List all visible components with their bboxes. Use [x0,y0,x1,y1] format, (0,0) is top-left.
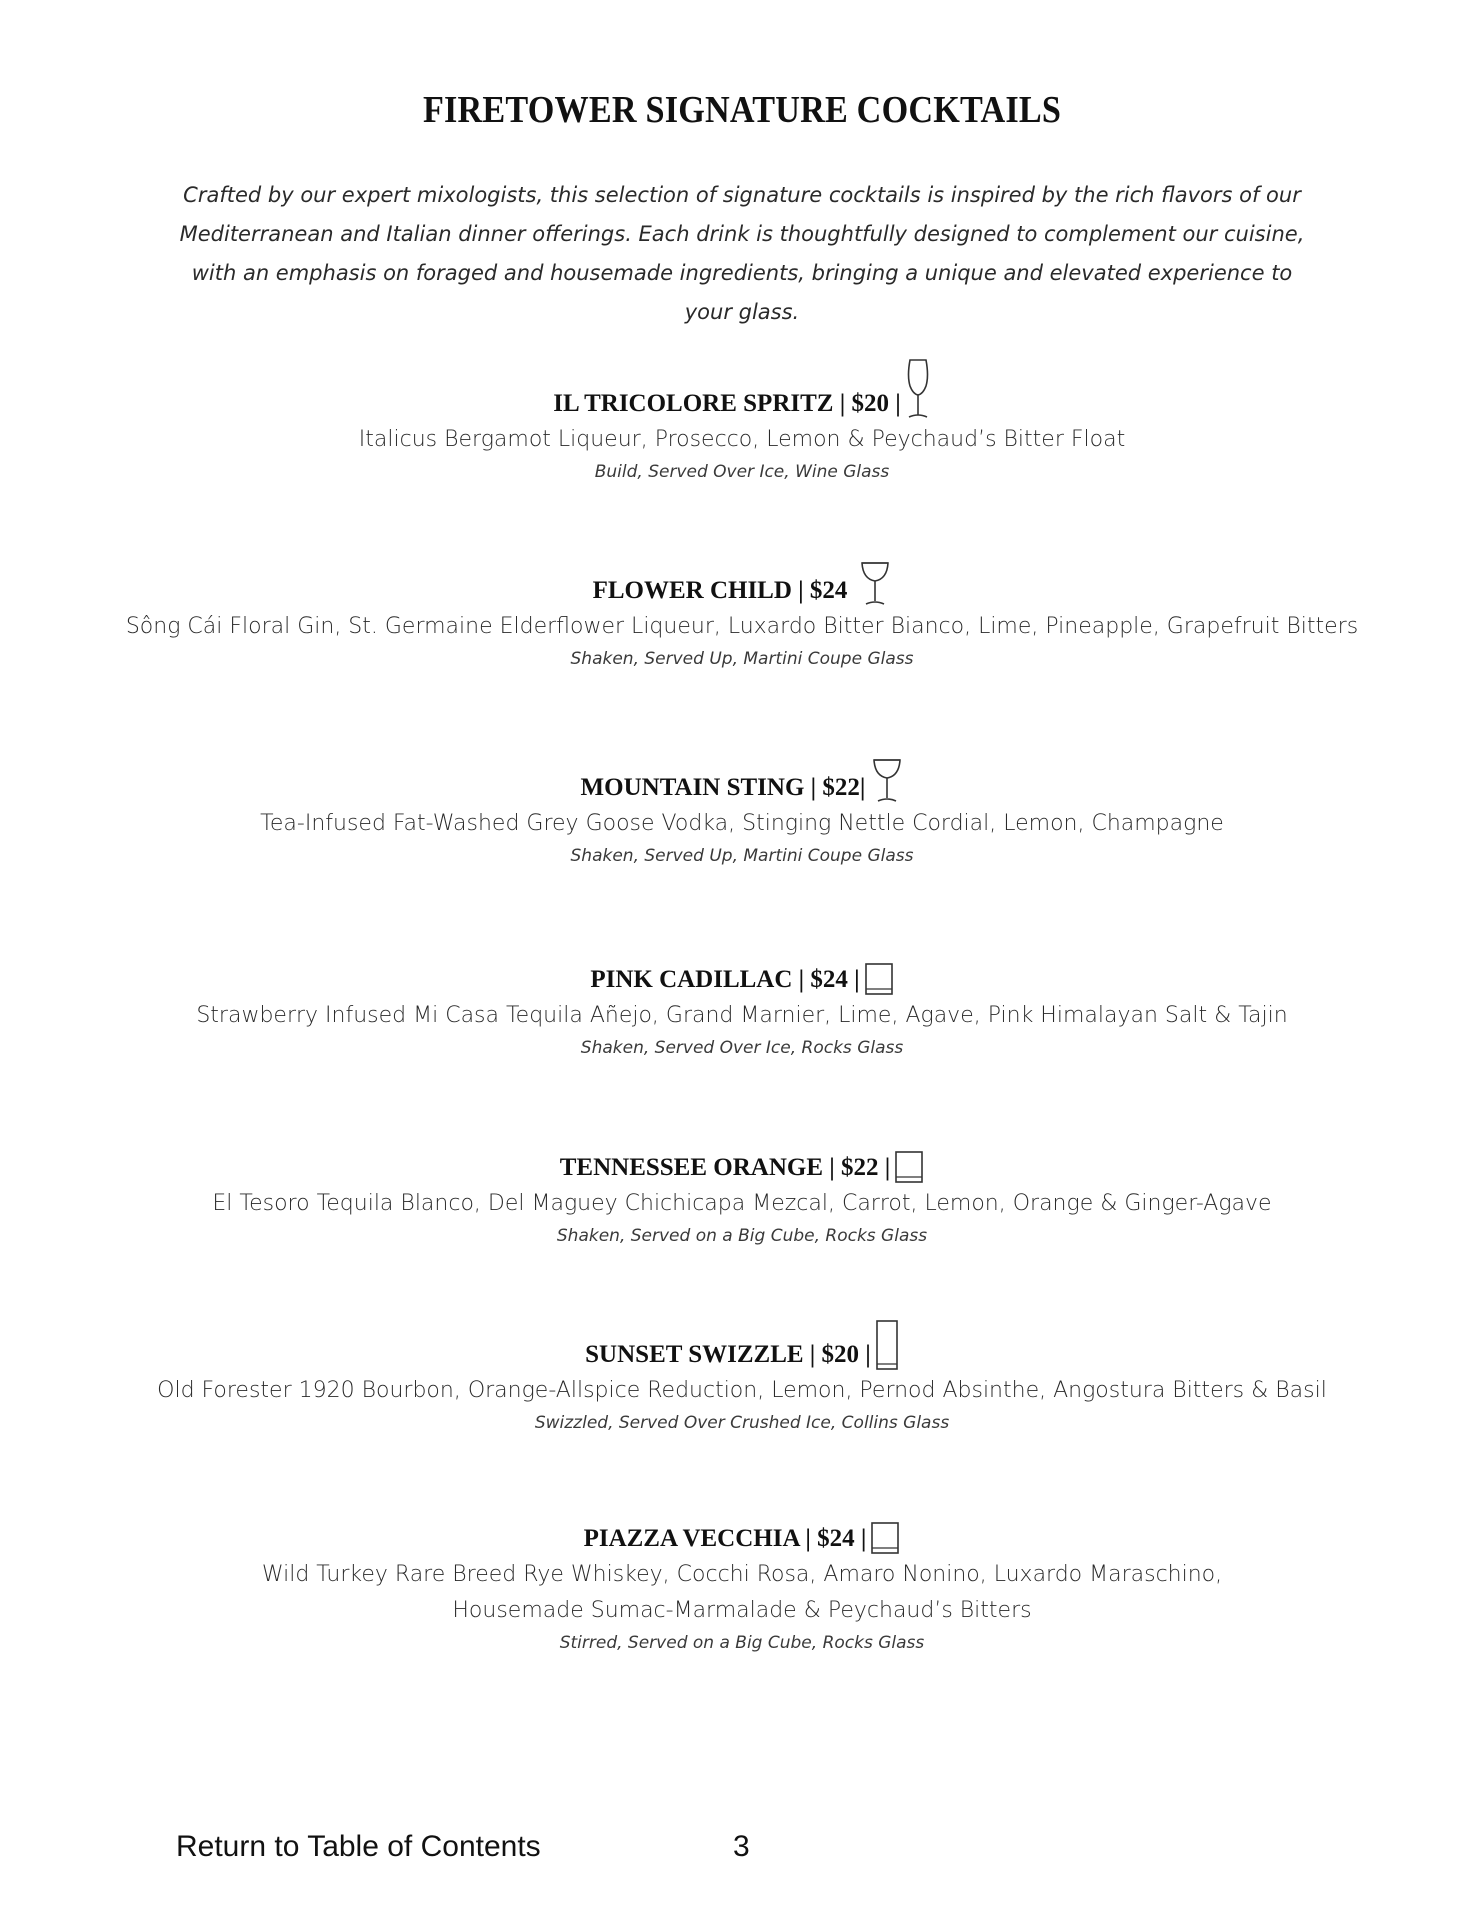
cocktail-service: Swizzled, Served Over Crushed Ice, Collins Glass [534,1413,950,1433]
cocktail-service: Build, Served Over Ice, Wine Glass [594,462,890,482]
cocktail-name-price: MOUNTAIN STING | $22| [580,774,866,801]
rocks-glass-icon [864,962,894,996]
coupe-glass-icon [859,559,891,607]
cocktail-ingredients: Strawberry Infused Mi Casa Tequila Añejo, Grand Marnier, Lime, Agave, Pink Himalayan Salt & Tajin [196,1003,1288,1028]
intro-paragraph: Crafted by our expert mixologists, this selection of signature cocktails is inspired by the rich flavors of our Mediterranean and Italian dinner offerings. Each drink is thoughtfully designed to complement our cuisine, with an emphasis on foraged and housemade ingredients, bringing a unique and elevated experience to your glass. [179,183,1305,324]
cocktail-ingredients-continued: Housemade Sumac-Marmalade & Peychaud’s Bitters [452,1598,1032,1623]
cocktail-item [0,543,1484,671]
rocks-glass-icon [894,1150,924,1184]
page-title: FIRETOWER SIGNATURE COCKTAILS [422,89,1062,131]
rocks-glass-icon [870,1521,900,1555]
cocktail-service: Stirred, Served on a Big Cube, Rocks Glass [559,1633,925,1653]
cocktail-heading [0,1120,1484,1184]
cocktail-name-price: TENNESSEE ORANGE | $22 | [559,1154,891,1181]
cocktail-item [0,1491,1484,1655]
collins-glass-icon [875,1319,899,1371]
cocktail-service: Shaken, Served on a Big Cube, Rocks Glass [556,1226,928,1246]
cocktail-ingredients: El Tesoro Tequila Blanco, Del Maguey Chichicapa Mezcal, Carrot, Lemon, Orange & Ginger-Agave [212,1191,1272,1216]
return-to-toc-link[interactable]: Return to Table of Contents [176,1830,541,1863]
cocktail-item [0,356,1484,484]
coupe-glass-icon [871,756,903,804]
cocktail-ingredients: Tea-Infused Fat-Washed Grey Goose Vodka, Stinging Nettle Cordial, Lemon, Champagne [260,811,1224,836]
cocktail-service: Shaken, Served Up, Martini Coupe Glass [570,846,914,866]
page-number: 3 [733,1830,750,1863]
cocktail-service: Shaken, Served Up, Martini Coupe Glass [570,649,914,669]
cocktail-heading [0,543,1484,607]
cocktail-item [0,1120,1484,1248]
cocktail-ingredients: Wild Turkey Rare Breed Rye Whiskey, Cocchi Rosa, Amaro Nonino, Luxardo Maraschino, [261,1562,1223,1587]
cocktail-heading [0,356,1484,420]
cocktail-name-price: IL TRICOLORE SPRITZ | $20 | [553,390,901,417]
cocktail-item [0,932,1484,1060]
cocktail-ingredients: Old Forester 1920 Bourbon, Orange-Allspice Reduction, Lemon, Pernod Absinthe, Angostura Bitters & Basil [157,1378,1327,1403]
cocktail-ingredients: Sông Cái Floral Gin, St. Germaine Elderflower Liqueur, Luxardo Bitter Bianco, Lime, Pineapple, Grapefruit Bitters [125,614,1359,639]
cocktail-name-price: PINK CADILLAC | $24 | [590,966,860,993]
cocktail-heading [0,740,1484,804]
cocktail-item [0,1307,1484,1435]
cocktail-heading [0,1307,1484,1371]
cocktail-name-price: PIAZZA VECCHIA | $24 | [583,1525,867,1552]
wine-glass-icon [905,358,931,420]
cocktail-item [0,740,1484,868]
cocktail-service: Shaken, Served Over Ice, Rocks Glass [580,1038,904,1058]
cocktail-name-price: FLOWER CHILD | $24 [592,577,848,604]
cocktail-heading [0,932,1484,996]
cocktail-name-price: SUNSET SWIZZLE | $20 | [585,1341,871,1368]
cocktail-ingredients: Italicus Bergamot Liqueur, Prosecco, Lemon & Peychaud’s Bitter Float [358,427,1126,452]
cocktail-heading [0,1491,1484,1555]
